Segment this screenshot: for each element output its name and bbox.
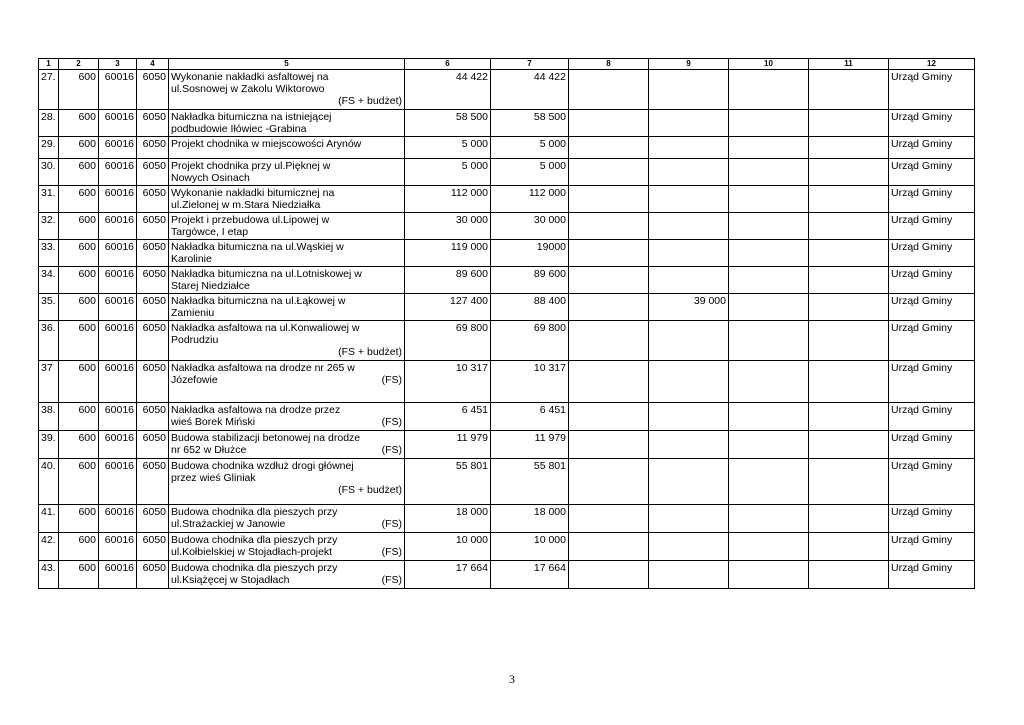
column-8-cell	[569, 137, 649, 159]
paragraph-cell: 6050	[137, 561, 169, 589]
total-value-cell: 89 600	[405, 267, 491, 294]
chapter-cell: 60016	[99, 267, 137, 294]
column-11-cell	[809, 459, 889, 505]
division-cell: 600	[59, 431, 99, 459]
chapter-cell: 60016	[99, 361, 137, 403]
total-value-cell: 30 000	[405, 213, 491, 240]
budget-table-sheet	[38, 58, 974, 589]
column-8-cell	[569, 267, 649, 294]
table-row	[39, 110, 975, 137]
column-9-cell	[649, 240, 729, 267]
task-description-text: ul.Strażackiej w Janowie	[171, 518, 286, 530]
table-row	[39, 403, 975, 431]
total-value-cell: 11 979	[405, 431, 491, 459]
column-11-cell	[809, 110, 889, 137]
current-year-value-cell: 5 000	[491, 159, 569, 186]
column-9-cell	[649, 505, 729, 533]
paragraph-cell: 6050	[137, 240, 169, 267]
division-cell: 600	[59, 561, 99, 589]
chapter-cell: 60016	[99, 213, 137, 240]
task-description-cell	[169, 533, 405, 561]
total-value-cell: 17 664	[405, 561, 491, 589]
paragraph-cell: 6050	[137, 137, 169, 159]
column-9-cell	[649, 110, 729, 137]
division-cell: 600	[59, 505, 99, 533]
chapter-cell: 60016	[99, 459, 137, 505]
row-number-cell: 39.	[39, 431, 59, 459]
total-value-cell: 10 000	[405, 533, 491, 561]
funding-source-label: (FS)	[381, 546, 402, 558]
table-row	[39, 321, 975, 361]
table-row	[39, 459, 975, 505]
chapter-cell: 60016	[99, 240, 137, 267]
column-10-cell	[729, 159, 809, 186]
column-10-cell	[729, 361, 809, 403]
division-cell: 600	[59, 159, 99, 186]
task-description-cell	[169, 240, 405, 267]
total-value-cell: 6 451	[405, 403, 491, 431]
column-8-cell	[569, 361, 649, 403]
total-value-cell: 18 000	[405, 505, 491, 533]
responsible-unit-cell: Urząd Gminy	[889, 137, 975, 159]
task-description-line	[171, 416, 402, 428]
paragraph-cell: 6050	[137, 431, 169, 459]
task-description-line: Budowa stabilizacji betonowej na drodze	[171, 432, 361, 444]
paragraph-cell: 6050	[137, 213, 169, 240]
task-description-cell	[169, 110, 405, 137]
total-value-cell: 119 000	[405, 240, 491, 267]
task-description-line	[171, 518, 402, 530]
paragraph-cell: 6050	[137, 159, 169, 186]
column-10-cell	[729, 186, 809, 213]
responsible-unit-cell: Urząd Gminy	[889, 361, 975, 403]
column-9-cell	[649, 431, 729, 459]
task-description-line: Nakładka asfaltowa na drodze przez	[171, 404, 341, 416]
task-description-line: Karolinie	[171, 253, 212, 265]
task-description-cell	[169, 186, 405, 213]
table-row	[39, 361, 975, 403]
column-8-cell	[569, 533, 649, 561]
chapter-cell: 60016	[99, 70, 137, 110]
task-description-line: ul.Sosnowej w Zakolu Wiktorowo	[171, 83, 325, 95]
task-description-line: Nakładka asfaltowa na ul.Konwaliowej w	[171, 322, 360, 334]
total-value-cell: 5 000	[405, 159, 491, 186]
total-value-cell: 44 422	[405, 70, 491, 110]
division-cell: 600	[59, 294, 99, 321]
funding-source-label: (FS)	[381, 574, 402, 586]
table-body	[39, 70, 975, 589]
funding-source-label: (FS)	[381, 444, 402, 456]
task-description-line: Projekt chodnika w miejscowości Arynów	[171, 138, 362, 150]
row-number-cell: 41.	[39, 505, 59, 533]
current-year-value-cell: 44 422	[491, 70, 569, 110]
current-year-value-cell: 10 000	[491, 533, 569, 561]
division-cell: 600	[59, 70, 99, 110]
chapter-cell: 60016	[99, 110, 137, 137]
responsible-unit-cell: Urząd Gminy	[889, 240, 975, 267]
total-value-cell: 58 500	[405, 110, 491, 137]
task-description-line: Budowa chodnika dla pieszych przy	[171, 506, 338, 518]
row-number-cell: 38.	[39, 403, 59, 431]
row-number-cell: 42.	[39, 533, 59, 561]
column-11-cell	[809, 321, 889, 361]
column-8-cell	[569, 186, 649, 213]
task-description-line: Nowych Osinach	[171, 172, 250, 184]
task-description-line	[171, 574, 402, 586]
row-number-cell: 43.	[39, 561, 59, 589]
task-description-line: Targówce, I etap	[171, 226, 249, 238]
paragraph-cell: 6050	[137, 110, 169, 137]
row-number-cell: 32.	[39, 213, 59, 240]
current-year-value-cell: 89 600	[491, 267, 569, 294]
table-row	[39, 240, 975, 267]
task-description-cell	[169, 505, 405, 533]
task-description-line: Budowa chodnika dla pieszych przy	[171, 534, 338, 546]
division-cell: 600	[59, 137, 99, 159]
task-description-line	[171, 546, 402, 558]
task-description-line: ul.Zielonej w m.Stara Niedziałka	[171, 199, 321, 211]
division-cell: 600	[59, 533, 99, 561]
responsible-unit-cell: Urząd Gminy	[889, 70, 975, 110]
table-row	[39, 267, 975, 294]
table-row	[39, 431, 975, 459]
column-header-5: 5	[169, 59, 405, 70]
column-header-3: 3	[99, 59, 137, 70]
column-9-cell	[649, 361, 729, 403]
current-year-value-cell: 19000	[491, 240, 569, 267]
column-8-cell	[569, 70, 649, 110]
task-description-line: Projekt i przebudowa ul.Lipowej w	[171, 214, 330, 226]
total-value-cell: 5 000	[405, 137, 491, 159]
current-year-value-cell: 18 000	[491, 505, 569, 533]
task-description-cell	[169, 159, 405, 186]
investment-table	[38, 58, 975, 589]
column-10-cell	[729, 459, 809, 505]
task-description-line: Podrudziu	[171, 334, 219, 346]
task-description-line: Wykonanie nakładki asfaltowej na	[171, 71, 329, 83]
table-row	[39, 533, 975, 561]
task-description-cell	[169, 70, 405, 110]
current-year-value-cell: 69 800	[491, 321, 569, 361]
funding-source-label: (FS + budżet)	[338, 95, 402, 107]
responsible-unit-cell: Urząd Gminy	[889, 431, 975, 459]
current-year-value-cell: 10 317	[491, 361, 569, 403]
responsible-unit-cell: Urząd Gminy	[889, 505, 975, 533]
funding-source-label: (FS)	[381, 518, 402, 530]
column-9-cell	[649, 459, 729, 505]
column-10-cell	[729, 240, 809, 267]
table-row	[39, 213, 975, 240]
table-row	[39, 294, 975, 321]
column-header-4: 4	[137, 59, 169, 70]
chapter-cell: 60016	[99, 137, 137, 159]
column-8-cell	[569, 110, 649, 137]
paragraph-cell: 6050	[137, 533, 169, 561]
column-header-10: 10	[729, 59, 809, 70]
task-description-line: Budowa chodnika wzdłuż drogi głównej	[171, 460, 354, 472]
current-year-value-cell: 30 000	[491, 213, 569, 240]
responsible-unit-cell: Urząd Gminy	[889, 561, 975, 589]
task-description-cell	[169, 361, 405, 403]
task-description-text: ul.Kołbielskiej w Stojadłach-projekt	[171, 546, 333, 558]
task-description-line: przez wieś Gliniak	[171, 472, 256, 484]
row-number-cell: 40.	[39, 459, 59, 505]
chapter-cell: 60016	[99, 321, 137, 361]
paragraph-cell: 6050	[137, 361, 169, 403]
column-8-cell	[569, 561, 649, 589]
column-8-cell	[569, 505, 649, 533]
column-header-11: 11	[809, 59, 889, 70]
task-description-line: Nakładka bitumiczna na ul.Łąkowej w	[171, 295, 346, 307]
responsible-unit-cell: Urząd Gminy	[889, 186, 975, 213]
current-year-value-cell: 112 000	[491, 186, 569, 213]
task-description-text: wieś Borek Miński	[171, 416, 256, 428]
column-11-cell	[809, 137, 889, 159]
column-11-cell	[809, 240, 889, 267]
column-9-cell	[649, 267, 729, 294]
column-header-7: 7	[491, 59, 569, 70]
column-10-cell	[729, 431, 809, 459]
paragraph-cell: 6050	[137, 70, 169, 110]
column-header-8: 8	[569, 59, 649, 70]
table-row	[39, 159, 975, 186]
division-cell: 600	[59, 459, 99, 505]
paragraph-cell: 6050	[137, 294, 169, 321]
column-8-cell	[569, 321, 649, 361]
paragraph-cell: 6050	[137, 267, 169, 294]
funding-source-label: (FS)	[381, 374, 402, 386]
column-header-1: 1	[39, 59, 59, 70]
column-header-12: 12	[889, 59, 975, 70]
column-10-cell	[729, 321, 809, 361]
column-9-cell	[649, 159, 729, 186]
column-8-cell	[569, 403, 649, 431]
column-10-cell	[729, 267, 809, 294]
column-9-cell	[649, 213, 729, 240]
division-cell: 600	[59, 267, 99, 294]
column-9-cell	[649, 321, 729, 361]
task-description-line: Starej Niedziałce	[171, 280, 250, 292]
column-11-cell	[809, 431, 889, 459]
total-value-cell: 69 800	[405, 321, 491, 361]
responsible-unit-cell: Urząd Gminy	[889, 403, 975, 431]
current-year-value-cell: 88 400	[491, 294, 569, 321]
paragraph-cell: 6050	[137, 505, 169, 533]
current-year-value-cell: 11 979	[491, 431, 569, 459]
task-description-line: Budowa chodnika dla pieszych przy	[171, 562, 338, 574]
table-row	[39, 186, 975, 213]
table-row	[39, 137, 975, 159]
column-11-cell	[809, 561, 889, 589]
task-description-line: Nakładka bitumiczna na istniejącej	[171, 111, 332, 123]
page-number: 3	[509, 672, 515, 686]
column-11-cell	[809, 361, 889, 403]
task-description-line: Projekt chodnika przy ul.Pięknej w	[171, 160, 331, 172]
column-10-cell	[729, 561, 809, 589]
column-number-header-row	[39, 59, 975, 70]
task-description-line: Nakładka bitumiczna na ul.Wąskiej w	[171, 241, 344, 253]
column-9-cell	[649, 137, 729, 159]
division-cell: 600	[59, 361, 99, 403]
division-cell: 600	[59, 321, 99, 361]
total-value-cell: 10 317	[405, 361, 491, 403]
chapter-cell: 60016	[99, 561, 137, 589]
column-10-cell	[729, 213, 809, 240]
column-9-cell	[649, 561, 729, 589]
current-year-value-cell: 5 000	[491, 137, 569, 159]
task-description-cell	[169, 321, 405, 361]
responsible-unit-cell: Urząd Gminy	[889, 110, 975, 137]
responsible-unit-cell: Urząd Gminy	[889, 213, 975, 240]
column-11-cell	[809, 294, 889, 321]
table-row	[39, 505, 975, 533]
task-description-line	[171, 374, 402, 386]
row-number-cell: 34.	[39, 267, 59, 294]
chapter-cell: 60016	[99, 159, 137, 186]
column-8-cell	[569, 213, 649, 240]
responsible-unit-cell: Urząd Gminy	[889, 267, 975, 294]
total-value-cell: 112 000	[405, 186, 491, 213]
total-value-cell: 55 801	[405, 459, 491, 505]
task-description-line: Zamieniu	[171, 307, 215, 319]
chapter-cell: 60016	[99, 403, 137, 431]
task-description-line: podbudowie Iłówiec -Grabina	[171, 123, 307, 135]
table-row	[39, 561, 975, 589]
task-description-line: Wykonanie nakładki bitumicznej na	[171, 187, 335, 199]
row-number-cell: 28.	[39, 110, 59, 137]
row-number-cell: 31.	[39, 186, 59, 213]
chapter-cell: 60016	[99, 186, 137, 213]
current-year-value-cell: 58 500	[491, 110, 569, 137]
paragraph-cell: 6050	[137, 186, 169, 213]
column-10-cell	[729, 533, 809, 561]
responsible-unit-cell: Urząd Gminy	[889, 159, 975, 186]
column-11-cell	[809, 186, 889, 213]
column-9-cell	[649, 70, 729, 110]
column-10-cell	[729, 403, 809, 431]
task-description-line: Nakładka bitumiczna na ul.Lotniskowej w	[171, 268, 362, 280]
responsible-unit-cell: Urząd Gminy	[889, 294, 975, 321]
column-9-cell	[649, 533, 729, 561]
task-description-cell	[169, 459, 405, 505]
task-description-cell	[169, 561, 405, 589]
task-description-cell	[169, 403, 405, 431]
column-11-cell	[809, 70, 889, 110]
paragraph-cell: 6050	[137, 321, 169, 361]
division-cell: 600	[59, 110, 99, 137]
row-number-cell: 30.	[39, 159, 59, 186]
row-number-cell: 37	[39, 361, 59, 403]
column-11-cell	[809, 159, 889, 186]
task-description-line	[171, 444, 402, 456]
row-number-cell: 36.	[39, 321, 59, 361]
current-year-value-cell: 17 664	[491, 561, 569, 589]
column-11-cell	[809, 213, 889, 240]
chapter-cell: 60016	[99, 533, 137, 561]
chapter-cell: 60016	[99, 431, 137, 459]
task-description-cell	[169, 267, 405, 294]
current-year-value-cell: 55 801	[491, 459, 569, 505]
task-description-cell	[169, 213, 405, 240]
row-number-cell: 33.	[39, 240, 59, 267]
column-11-cell	[809, 267, 889, 294]
responsible-unit-cell: Urząd Gminy	[889, 533, 975, 561]
table-row	[39, 70, 975, 110]
chapter-cell: 60016	[99, 505, 137, 533]
column-10-cell	[729, 505, 809, 533]
column-8-cell	[569, 431, 649, 459]
column-8-cell	[569, 294, 649, 321]
row-number-cell: 27.	[39, 70, 59, 110]
column-header-6: 6	[405, 59, 491, 70]
funding-source-label: (FS + budżet)	[338, 484, 402, 496]
column-9-cell: 39 000	[649, 294, 729, 321]
task-description-text: Józefowie	[171, 374, 218, 386]
task-description-cell	[169, 137, 405, 159]
paragraph-cell: 6050	[137, 403, 169, 431]
funding-source-label: (FS + budżet)	[338, 346, 402, 358]
division-cell: 600	[59, 240, 99, 267]
task-description-cell	[169, 294, 405, 321]
total-value-cell: 127 400	[405, 294, 491, 321]
task-description-line: Nakładka asfaltowa na drodze nr 265 w	[171, 362, 355, 374]
division-cell: 600	[59, 403, 99, 431]
chapter-cell: 60016	[99, 294, 137, 321]
column-8-cell	[569, 459, 649, 505]
column-9-cell	[649, 186, 729, 213]
division-cell: 600	[59, 213, 99, 240]
division-cell: 600	[59, 186, 99, 213]
column-header-9: 9	[649, 59, 729, 70]
task-description-text: nr 652 w Dłużce	[171, 444, 247, 456]
row-number-cell: 35.	[39, 294, 59, 321]
column-10-cell	[729, 137, 809, 159]
funding-source-label: (FS)	[381, 416, 402, 428]
column-9-cell	[649, 403, 729, 431]
task-description-text: ul.Książęcej w Stojadłach	[171, 574, 290, 586]
column-10-cell	[729, 294, 809, 321]
task-description-cell	[169, 431, 405, 459]
current-year-value-cell: 6 451	[491, 403, 569, 431]
row-number-cell: 29.	[39, 137, 59, 159]
column-11-cell	[809, 403, 889, 431]
column-11-cell	[809, 533, 889, 561]
column-10-cell	[729, 70, 809, 110]
column-header-2: 2	[59, 59, 99, 70]
column-8-cell	[569, 159, 649, 186]
responsible-unit-cell: Urząd Gminy	[889, 321, 975, 361]
column-11-cell	[809, 505, 889, 533]
responsible-unit-cell: Urząd Gminy	[889, 459, 975, 505]
paragraph-cell: 6050	[137, 459, 169, 505]
column-8-cell	[569, 240, 649, 267]
column-10-cell	[729, 110, 809, 137]
